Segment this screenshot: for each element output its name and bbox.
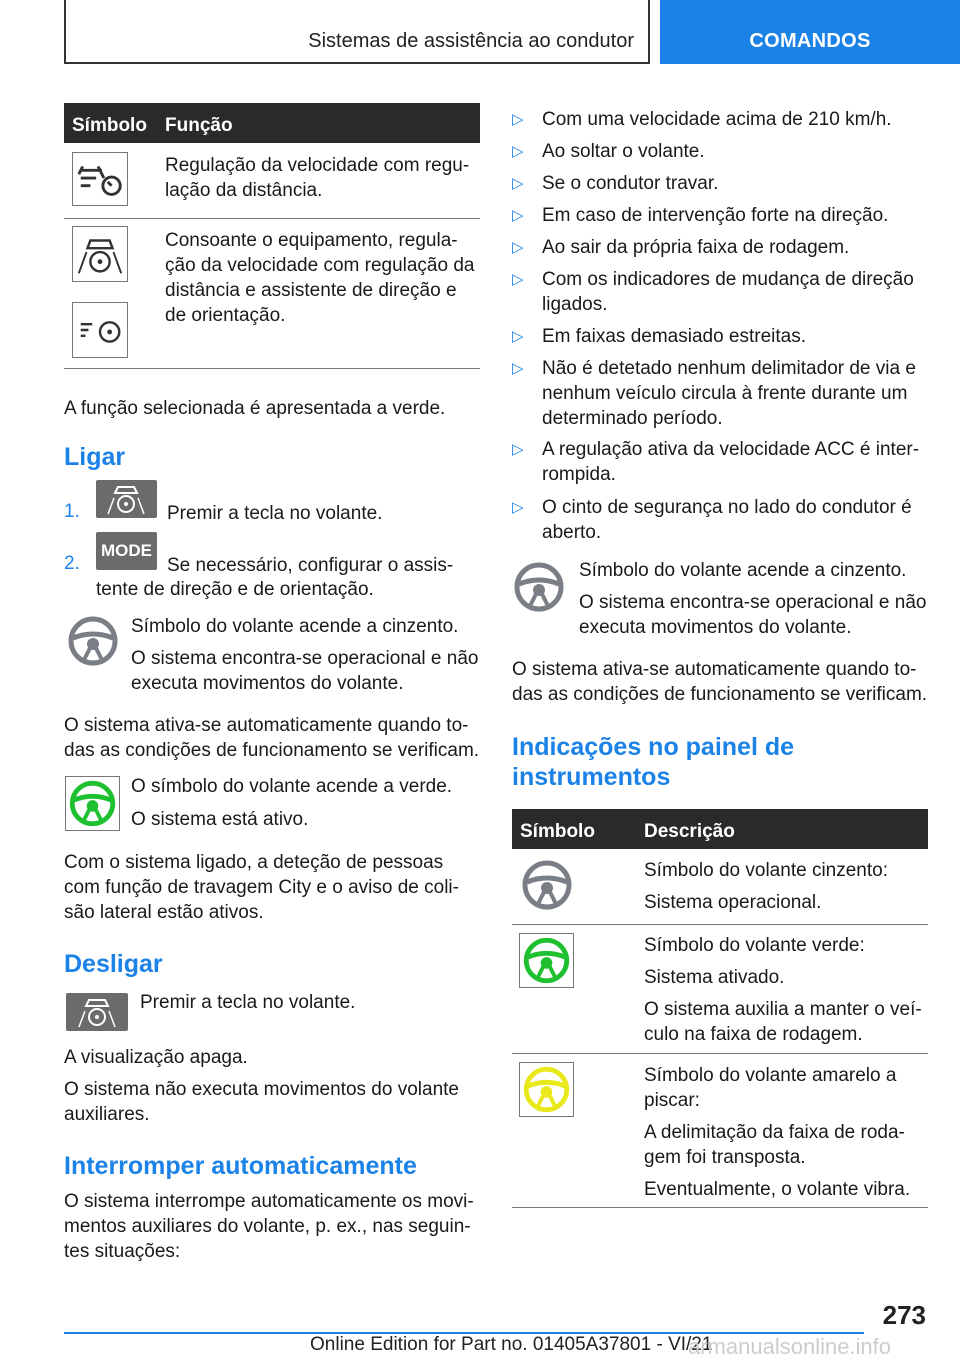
steering-wheel-grey-icon xyxy=(66,614,120,668)
bullet-text xyxy=(542,495,932,545)
heading-ligar: Ligar xyxy=(64,443,126,471)
table2-r1-a: Símbolo do volante cinzento: xyxy=(644,860,888,881)
header-tab-comandos[interactable] xyxy=(660,0,960,64)
bullet-triangle-icon: ▷ xyxy=(512,328,524,345)
right-grey-wheel-text-2b: executa movimentos do volante. xyxy=(579,617,852,638)
heading-indicacoes-line2: instrumentos xyxy=(512,763,671,791)
right-auto-line1: O sistema ativa-se automaticamente quando to- xyxy=(512,659,917,680)
page-number: 273 xyxy=(882,1300,926,1330)
grey-wheel-text-1: Símbolo do volante acende a cinzento. xyxy=(131,616,459,637)
city-text-line1: Com o sistema ligado, a deteção de pessoas xyxy=(64,852,444,873)
bullet-text xyxy=(542,437,932,487)
header-section-box xyxy=(64,0,650,64)
table2-header xyxy=(512,809,928,849)
grey-wheel-text-2b: executa movimentos do volante. xyxy=(131,673,404,694)
bullet-triangle-icon: ▷ xyxy=(512,175,524,192)
table2-r3-b1: A delimitação da faixa de roda- xyxy=(644,1122,905,1143)
bullet-line: aberto. xyxy=(542,522,602,543)
table1-row2-line1: Consoante o equipamento, regula- xyxy=(165,230,458,251)
bullet-triangle-icon: ▷ xyxy=(512,111,524,128)
footer-watermark: armanualsonline.info xyxy=(688,1334,892,1359)
bullet-triangle-icon: ▷ xyxy=(512,207,524,224)
bullet-line: Em caso de intervenção forte na direção. xyxy=(542,205,889,226)
interrupt-line2: mentos auxiliares do volante, p. ex., nas seguin- xyxy=(64,1216,471,1237)
right-grey-wheel-text-2a: O sistema encontra-se operacional e não xyxy=(579,592,927,613)
bullet-triangle-icon: ▷ xyxy=(512,239,524,256)
bullet-line: A regulação ativa da velocidade ACC é inter- xyxy=(542,439,920,460)
table1-col-symbol: Símbolo xyxy=(72,115,147,136)
selected-function-note: A função selecionada é apresentada a verde. xyxy=(64,398,446,419)
off-display-text: A visualização apaga. xyxy=(64,1047,248,1068)
step2-line1: Se necessário, configurar o assis- xyxy=(167,555,454,576)
table1-col-function: Função xyxy=(165,115,233,136)
steering-wheel-grey-table-icon xyxy=(520,858,574,912)
table2-divider-2 xyxy=(512,1053,928,1054)
bullet-line: ligados. xyxy=(542,294,608,315)
bullet-text xyxy=(542,267,932,317)
table2-r2-b: Sistema ativado. xyxy=(644,967,785,988)
table1-row2-text xyxy=(165,228,480,328)
table1-row1-text xyxy=(165,153,480,203)
bullet-triangle-icon: ▷ xyxy=(512,360,524,377)
bullet-triangle-icon: ▷ xyxy=(512,271,524,288)
table2-r2-c2: culo na faixa de rodagem. xyxy=(644,1024,863,1045)
table1-row1-line2: lação da distância. xyxy=(165,180,323,201)
table2-r3-c: Eventualmente, o volante vibra. xyxy=(644,1179,911,1200)
bullet-triangle-icon: ▷ xyxy=(512,441,524,458)
auto-activate-line2: das as condições de funcionamento se verificam. xyxy=(64,740,480,761)
bullet-text xyxy=(542,356,932,431)
table2-r3-a1: Símbolo do volante amarelo a xyxy=(644,1065,897,1086)
bullet-line: Se o condutor travar. xyxy=(542,173,719,194)
table1-header xyxy=(64,103,480,143)
city-text-line2: com função de travagem City e o aviso de coli- xyxy=(64,877,459,898)
steering-wheel-green-icon xyxy=(65,776,120,831)
table2-col-desc: Descrição xyxy=(644,821,735,842)
bullet-text xyxy=(542,139,932,164)
table1-row2-line2: ção da velocidade com regulação da xyxy=(165,255,475,276)
bullet-line: Com uma velocidade acima de 210 km/h. xyxy=(542,109,892,130)
bullet-line: Com os indicadores de mudança de direção xyxy=(542,269,914,290)
footer-edition: Online Edition for Part no. 01405A37801 - VI/21 xyxy=(310,1334,713,1355)
right-auto-line2: das as condições de funcionamento se verificam. xyxy=(512,684,928,705)
steering-assist-off-button-icon xyxy=(66,993,128,1031)
bullet-triangle-icon: ▷ xyxy=(512,499,524,516)
green-wheel-text-1: O símbolo do volante acende a verde. xyxy=(131,776,453,797)
steering-assist-lane-icon xyxy=(72,226,128,282)
bullet-triangle-icon: ▷ xyxy=(512,143,524,160)
green-wheel-text-2: O sistema está ativo. xyxy=(131,809,309,830)
table1-row2-line3: distância e assistente de direção e xyxy=(165,280,457,301)
table1-divider-1 xyxy=(64,218,480,219)
grey-wheel-text-2a: O sistema encontra-se operacional e não xyxy=(131,648,479,669)
acc-steering-wheel-icon xyxy=(72,302,128,358)
step1-text: Premir a tecla no volante. xyxy=(167,503,383,524)
bullet-text xyxy=(542,107,932,132)
bullet-text xyxy=(542,235,932,260)
steering-wheel-grey-icon-right xyxy=(512,560,566,614)
table1-divider-2 xyxy=(64,368,480,369)
table2-divider-1 xyxy=(512,924,928,925)
step2-number: 2. xyxy=(64,553,80,574)
bullet-line: Não é detetado nenhum delimitador de via e xyxy=(542,358,916,379)
table2-r2-c1: O sistema auxilia a manter o veí- xyxy=(644,999,922,1020)
bullet-line: nenhum veículo circula à frente durante um xyxy=(542,383,908,404)
off-system-line1: O sistema não executa movimentos do volante xyxy=(64,1079,459,1100)
heading-indicacoes xyxy=(512,732,794,792)
table2-divider-3 xyxy=(512,1207,928,1208)
header-tab-label: COMANDOS xyxy=(749,30,871,52)
interrupt-line1: O sistema interrompe automaticamente os movi- xyxy=(64,1191,474,1212)
bullet-line: O cinto de segurança no lado do condutor é xyxy=(542,497,912,518)
step1-number: 1. xyxy=(64,501,80,522)
mode-button-icon: MODE xyxy=(96,532,157,570)
table1-row2-line4: de orientação. xyxy=(165,305,286,326)
table2-r3-b2: gem foi transposta. xyxy=(644,1147,806,1168)
auto-activate-line1: O sistema ativa-se automaticamente quando to- xyxy=(64,715,469,736)
heading-desligar: Desligar xyxy=(64,950,163,978)
heading-interromper: Interromper automaticamente xyxy=(64,1152,417,1180)
table1-row1-line1: Regulação da velocidade com regu- xyxy=(165,155,470,176)
bullet-line: determinado período. xyxy=(542,408,723,429)
bullet-text xyxy=(542,203,932,228)
table2-r3-a2: piscar: xyxy=(644,1090,700,1111)
table2-r2-a: Símbolo do volante verde: xyxy=(644,935,865,956)
off-system-line2: auxiliares. xyxy=(64,1104,150,1125)
bullet-line: Ao sair da própria faixa de rodagem. xyxy=(542,237,850,258)
header-section-title: Sistemas de assistência ao condutor xyxy=(308,30,634,52)
bullet-line: Ao soltar o volante. xyxy=(542,141,705,162)
table2-r1-b: Sistema operacional. xyxy=(644,892,822,913)
steering-wheel-yellow-table-icon xyxy=(519,1062,574,1117)
interrupt-line3: tes situações: xyxy=(64,1241,181,1262)
steering-wheel-green-table-icon xyxy=(519,933,574,988)
step2-line2: tente de direção e de orientação. xyxy=(96,579,374,600)
city-text-line3: são lateral estão ativos. xyxy=(64,902,264,923)
right-grey-wheel-text-1: Símbolo do volante acende a cinzento. xyxy=(579,560,907,581)
steering-assist-button-icon xyxy=(96,480,157,518)
bullet-line: rompida. xyxy=(542,464,616,485)
bullet-text xyxy=(542,324,932,349)
acc-distance-icon xyxy=(72,152,128,206)
table2-col-symbol: Símbolo xyxy=(520,821,595,842)
bullet-line: Em faixas demasiado estreitas. xyxy=(542,326,807,347)
off-text: Premir a tecla no volante. xyxy=(140,992,356,1013)
heading-indicacoes-line1: Indicações no painel de xyxy=(512,733,795,761)
bullet-text xyxy=(542,171,932,196)
